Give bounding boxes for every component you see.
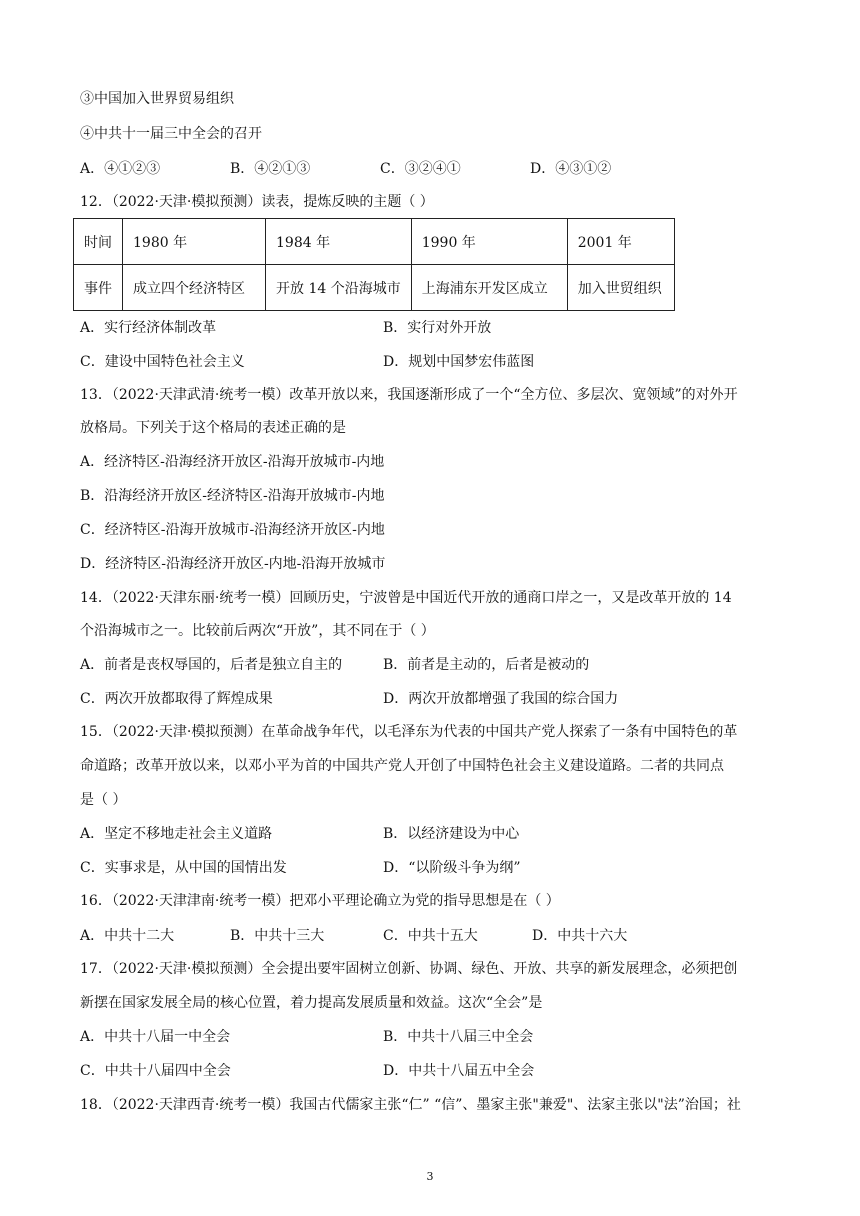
q16-option-c: C．中共十五大	[383, 928, 478, 944]
q15-stem-line1: 15．（2022·天津·模拟预测）在革命战争年代，以毛泽东为代表的中国共产党人探索了一条有中国特色的革	[80, 724, 738, 740]
q11-option-b: B．④②①③	[230, 161, 311, 177]
q17-option-c: C．中共十八届四中全会	[80, 1063, 231, 1079]
q12-option-a: A．实行经济体制改革	[80, 320, 217, 336]
table-cell: 1990 年	[411, 219, 567, 265]
q15-stem-line2: 命道路；改革开放以来，以邓小平为首的中国共产党人开创了中国特色社会主义建设道路。二者的共同点	[80, 758, 724, 774]
q13-stem-line1: 13．（2022·天津武清·统考一模）改革开放以来，我国逐渐形成了一个“全方位、多层次、宽领域”的对外开	[80, 387, 738, 403]
q16-option-d: D．中共十六大	[532, 928, 628, 944]
q15-option-c: C．实事求是，从中国的国情出发	[80, 860, 287, 876]
q16-option-a: A．中共十二大	[80, 928, 175, 944]
q14-option-b: B．前者是主动的，后者是被动的	[383, 657, 590, 673]
q17-option-b: B．中共十八届三中全会	[383, 1029, 534, 1045]
table-cell: 1980 年	[123, 219, 266, 265]
q16-option-b: B．中共十三大	[230, 928, 325, 944]
table-cell: 2001 年	[567, 219, 674, 265]
table-cell: 加入世贸组织	[567, 265, 674, 311]
q11-option-d: D．④③①②	[530, 161, 612, 177]
q12-option-c: C．建设中国特色社会主义	[80, 354, 245, 370]
q12-option-b: B．实行对外开放	[383, 320, 492, 336]
q12-table	[73, 218, 675, 311]
q16-stem: 16．（2022·天津津南·统考一模）把邓小平理论确立为党的指导思想是在（ ）	[80, 893, 560, 909]
q11-item-4: ④中共十一届三中全会的召开	[80, 126, 262, 142]
table-row	[74, 219, 675, 265]
q11-item-3: ③中国加入世界贸易组织	[80, 91, 234, 107]
q11-option-c: C．③②④①	[380, 161, 461, 177]
q13-option-a: A．经济特区-沿海经济开放区-沿海开放城市-内地	[80, 454, 385, 470]
q17-stem-line2: 新摆在国家发展全局的核心位置，着力提高发展质量和效益。这次“全会”是	[80, 995, 543, 1011]
q12-stem: 12．（2022·天津·模拟预测）读表，提炼反映的主题（ ）	[80, 194, 434, 210]
table-cell: 事件	[74, 265, 123, 311]
q17-option-d: D．中共十八届五中全会	[383, 1063, 535, 1079]
q13-option-b: B．沿海经济开放区-经济特区-沿海开放城市-内地	[80, 488, 385, 504]
q11-option-a: A．④①②③	[80, 161, 161, 177]
q17-option-a: A．中共十八届一中全会	[80, 1029, 231, 1045]
q15-option-a: A．坚定不移地走社会主义道路	[80, 826, 273, 842]
table-cell: 上海浦东开发区成立	[411, 265, 567, 311]
table-cell: 1984 年	[266, 219, 412, 265]
table-cell: 时间	[74, 219, 123, 265]
table-cell: 开放 14 个沿海城市	[266, 265, 412, 311]
q15-option-b: B．以经济建设为中心	[383, 826, 520, 842]
q18-stem-line1: 18．（2022·天津西青·统考一模）我国古代儒家主张“仁” “信”、墨家主张"兼爱"、法家主张以"法”治国；社	[80, 1097, 741, 1113]
q17-stem-line1: 17．（2022·天津·模拟预测）全会提出要牢固树立创新、协调、绿色、开放、共享的新发展理念，必须把创	[80, 961, 738, 977]
q13-option-d: D．经济特区-沿海经济开放区-内地-沿海开放城市	[80, 556, 386, 572]
q14-stem-line1: 14．（2022·天津东丽·统考一模）回顾历史，宁波曾是中国近代开放的通商口岸之一，又是改革开放的 14	[80, 590, 732, 606]
page-number: 3	[426, 1170, 434, 1183]
q14-option-a: A．前者是丧权辱国的，后者是独立自主的	[80, 657, 343, 673]
q14-option-d: D．两次开放都增强了我国的综合国力	[383, 691, 619, 707]
q13-stem-line2: 放格局。下列关于这个格局的表述正确的是	[80, 420, 346, 436]
q14-stem-line2: 个沿海城市之一。比较前后两次“开放”，其不同在于（ ）	[80, 623, 435, 639]
q13-option-c: C．经济特区-沿海开放城市-沿海经济开放区-内地	[80, 522, 385, 538]
table-row	[74, 265, 675, 311]
q12-option-d: D．规划中国梦宏伟蓝图	[383, 354, 535, 370]
q15-stem-line3: 是（ ）	[80, 792, 127, 808]
q14-option-c: C．两次开放都取得了辉煌成果	[80, 691, 273, 707]
table-cell: 成立四个经济特区	[123, 265, 266, 311]
q15-option-d: D．“以阶级斗争为纲”	[383, 860, 521, 876]
